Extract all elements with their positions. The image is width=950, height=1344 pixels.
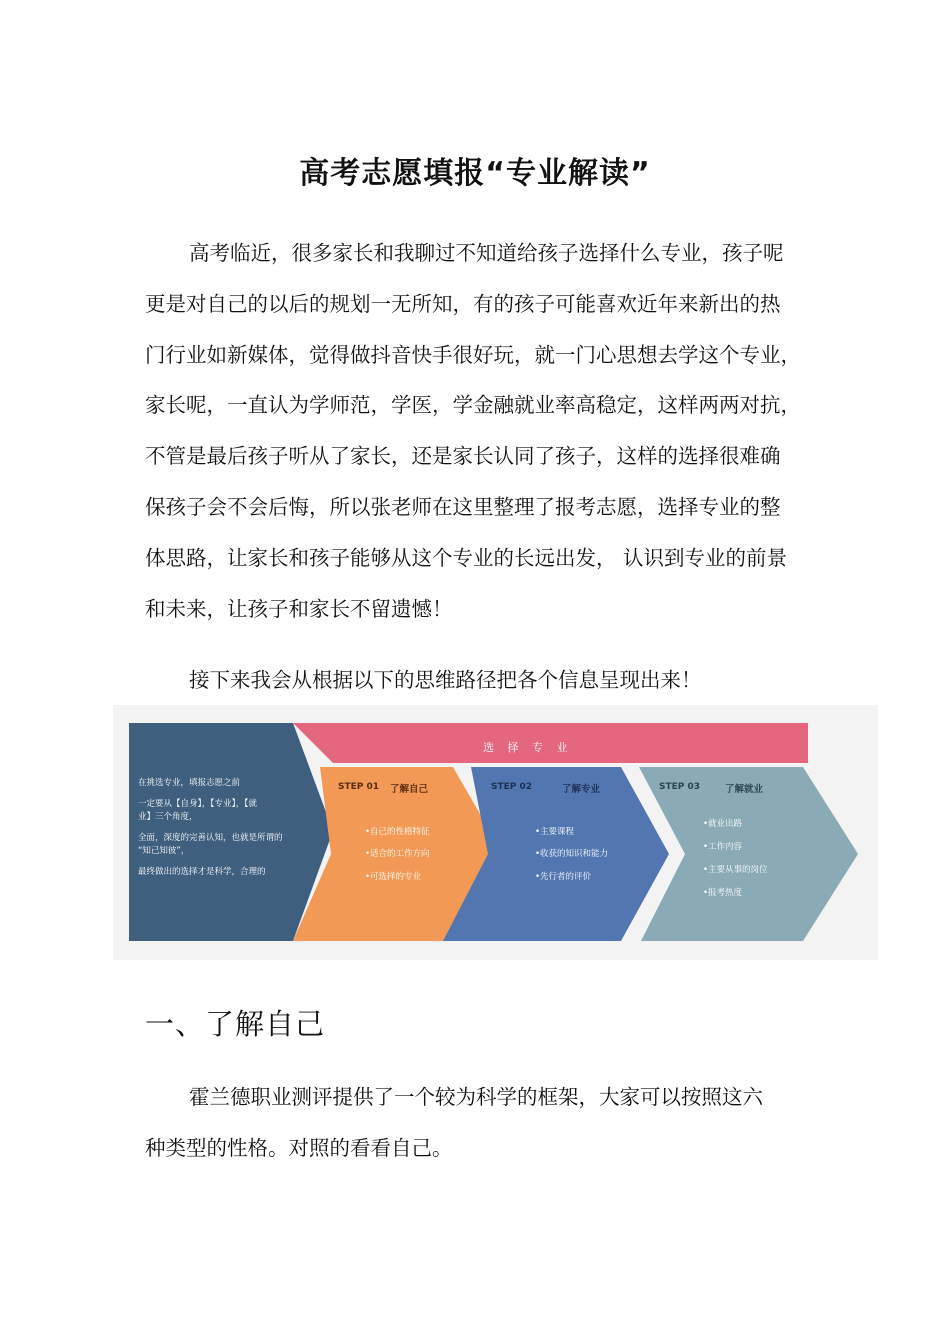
section1-paragraph — [145, 1072, 835, 1174]
section-heading: 一、了解自己 — [145, 1007, 326, 1041]
intro-line: 业】三个角度， — [138, 812, 198, 822]
paragraph-line: 体思路，让家长和孩子能够从这个专业的长远出发， 认识到专业的前景 — [145, 545, 788, 570]
lead-in-paragraph — [145, 655, 835, 706]
intro-line: 最终做出的选择才是科学，合理的 — [138, 867, 266, 877]
step2-name: 了解专业 — [562, 784, 601, 795]
step3-name: 了解就业 — [725, 784, 764, 795]
paragraph-line: 高考临近，很多家长和我聊过不知道给孩子选择什么专业，孩子呢 — [189, 241, 784, 265]
step1-item: •适合的工作方向 — [365, 849, 430, 859]
step1-label: STEP 01 — [338, 782, 380, 792]
step1-item: •自己的性格特征 — [365, 827, 430, 837]
step2-item: •收获的知识和能力 — [535, 849, 609, 859]
paragraph-line: 种类型的性格。对照的看看自己。 — [145, 1135, 453, 1160]
step2-label: STEP 02 — [491, 782, 533, 792]
paragraph-line: 家长呢，一直认为学师范，学医，学金融就业率高稳定，这样两两对抗， — [145, 393, 801, 418]
intro-paragraph — [145, 228, 835, 634]
intro-line: 全面，深度的完善认知，也就是所谓的 — [138, 833, 283, 843]
step2-item: •先行者的评价 — [535, 872, 592, 882]
paragraph-line: 更是对自己的以后的规划一无所知，有的孩子可能喜欢近年来新出的热 — [145, 291, 781, 316]
step1-name: 了解自己 — [390, 784, 429, 795]
step3-item: •主要从事的岗位 — [703, 865, 768, 875]
paragraph-line: 霍兰德职业测评提供了一个较为科学的框架，大家可以按照这六 — [189, 1085, 763, 1109]
step3-item: •工作内容 — [703, 842, 743, 852]
lead-in-text: 接下来我会从根据以下的思维路径把各个信息呈现出来！ — [189, 668, 702, 692]
page-title: 高考志愿填报“专业解读” — [299, 156, 651, 191]
process-diagram — [113, 705, 878, 960]
diagram-intro-text — [138, 777, 288, 879]
intro-line: 在挑选专业，填报志愿之前 — [138, 778, 241, 788]
step1-item: •可选择的专业 — [365, 872, 422, 882]
paragraph-line: 门行业如新媒体，觉得做抖音快手很好玩，就一门心思想去学这个专业， — [145, 342, 801, 367]
step2-item: •主要课程 — [535, 827, 575, 837]
step3-item: •报考热度 — [703, 888, 743, 898]
intro-line: “知己知彼”， — [138, 846, 190, 856]
paragraph-line: 不管是最后孩子听从了家长，还是家长认同了孩子，这样的选择很难确 — [145, 444, 781, 469]
step3-label: STEP 03 — [659, 782, 701, 792]
banner-label: 选 择 专 业 — [483, 741, 573, 754]
step3-item: •就业出路 — [703, 819, 743, 829]
paragraph-line: 保孩子会不会后悔，所以张老师在这里整理了报考志愿，选择专业的整 — [145, 494, 781, 519]
intro-line: 一定要从【自身】，【专业】，【就 — [138, 799, 258, 809]
paragraph-line: 和未来，让孩子和家长不留遗憾！ — [145, 596, 453, 621]
